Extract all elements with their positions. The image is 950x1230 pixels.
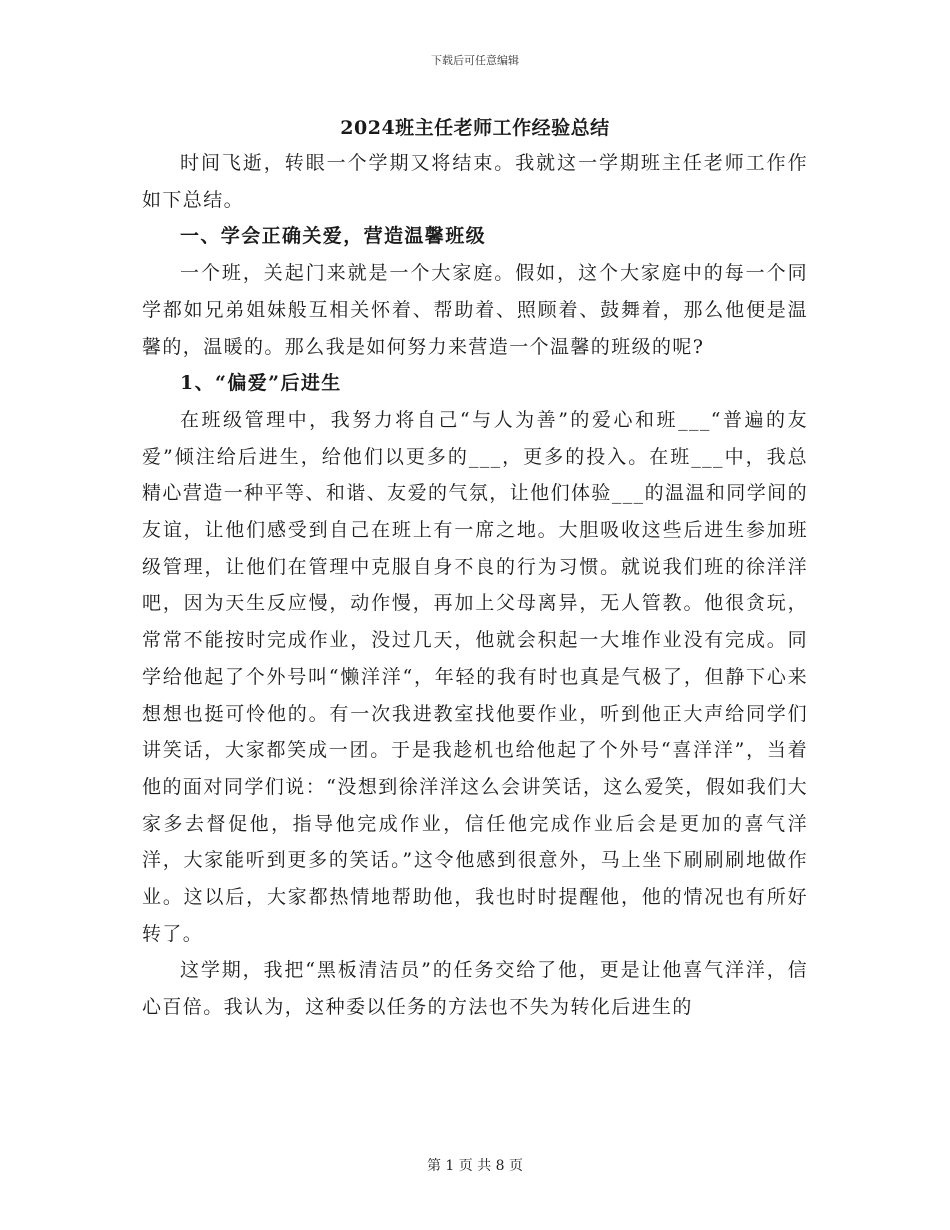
page-header-note: 下载后可任意编辑 (431, 54, 519, 67)
page-number: 第 1 页 共 8 页 (426, 1158, 524, 1174)
subsection-1-1-paragraph: 在班级管理中，我努力将自己“与人为善”的爱心和班___“普遍的友爱”倾注给后进生，给他们以更多的___，更多的投入。在班___中，我总精心营造一种平等、和谐、友爱的气氛，让他们体验___的温温和同学间的友谊，让他们感受到自己在班上有一席之地。大胆吸收这些后进生参加班级管理，让他们在管理中克服自身不良的行为习惯。就说我们班的徐洋洋吧，因为天生反应慢，动作慢，再加上父母离异，无人管教。他很贪玩，常常不能按时完成作业，没过几天，他就会积起一大堆作业没有完成。同学给他起了个外号叫“懒洋洋“，年轻的我有时也真是气极了，但静下心来想想也挺可怜他的。有一次我进教室找他要作业，听到他正大声给同学们讲笑话，大家都笑成一团。于是我趁机也给他起了个外号“喜洋洋”，当着他的面对同学们说：“没想到徐洋洋这么会讲笑话，这么爱笑，假如我们大家多去督促他，指导他完成作业，信任他完成作业后会是更加的喜气洋洋，大家能听到更多的笑话。”这令他感到很意外，马上坐下刷刷刷地做作业。这以后，大家都热情地帮助他，我也时时提醒他，他的情况也有所好转了。 (142, 408, 808, 945)
document-body (142, 145, 808, 1026)
subsection-heading-1-1: 1、“偏爱”后进生 (180, 372, 342, 395)
document-title: 2024班主任老师工作经验总结 (340, 117, 610, 139)
intro-paragraph: 时间飞逝，转眼一个学期又将结束。我就这一学期班主任老师工作作如下总结。 (142, 152, 808, 211)
section-heading-1: 一、学会正确关爱，营造温馨班级 (180, 225, 487, 248)
section-1-paragraph: 一个班，关起门来就是一个大家庭。假如，这个大家庭中的每一个同学都如兄弟姐妹般互相关怀着、帮助着、照顾着、鼓舞着，那么他便是温馨的，温暖的。那么我是如何努力来营造一个温馨的班级的呢? (142, 262, 808, 358)
subsection-1-1-paragraph-2: 这学期，我把“黑板清洁员”的任务交给了他，更是让他喜气洋洋，信心百倍。我认为，这种委以任务的方法也不失为转化后进生的 (142, 959, 808, 1019)
